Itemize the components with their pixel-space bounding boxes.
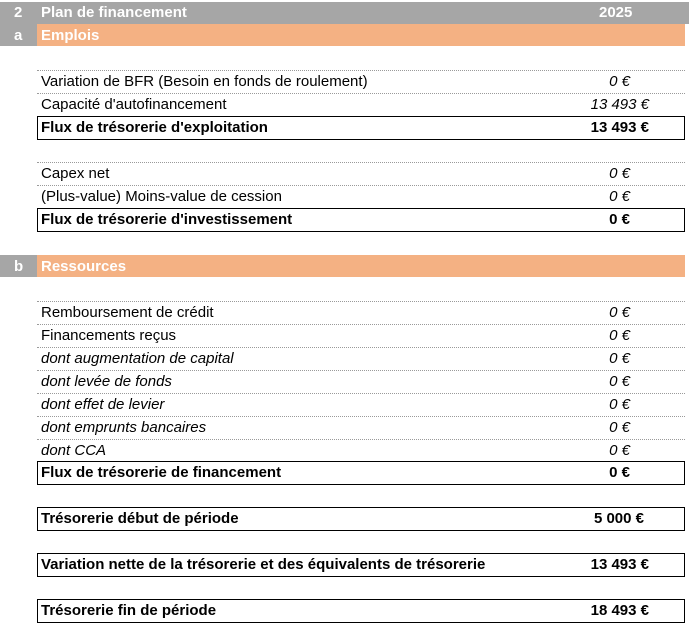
emprunts-label: dont emprunts bancaires: [41, 419, 207, 436]
bfr-value: 0 €: [609, 73, 630, 90]
variation-nette-label: Variation nette de la trésorerie et des équivalents de trésorerie: [41, 556, 486, 573]
remboursement-value: 0 €: [609, 304, 630, 321]
levee-value: 0 €: [609, 373, 630, 390]
row-separator: [37, 301, 685, 302]
section-number: 2: [14, 4, 23, 21]
row-separator: [37, 370, 685, 371]
capital-value: 0 €: [609, 350, 630, 367]
levier-value: 0 €: [609, 396, 630, 413]
caf-label: Capacité d'autofinancement: [41, 96, 227, 113]
ressources-title: Ressources: [41, 258, 127, 275]
tresorerie-debut-label: Trésorerie début de période: [41, 510, 239, 527]
tresorerie-fin-label: Trésorerie fin de période: [41, 602, 217, 619]
flux-exploitation-label: Flux de trésorerie d'exploitation: [41, 119, 268, 136]
flux-financement-label: Flux de trésorerie de financement: [41, 464, 282, 481]
emprunts-value: 0 €: [609, 419, 630, 436]
tresorerie-debut-value: 5 000 €: [593, 510, 644, 527]
row-separator: [37, 324, 685, 325]
capex-value: 0 €: [609, 165, 630, 182]
row-separator: [37, 347, 685, 348]
capital-label: dont augmentation de capital: [41, 350, 234, 367]
emplois-letter: a: [14, 27, 23, 44]
emplois-title: Emplois: [41, 27, 100, 44]
ressources-section-bar: [37, 255, 685, 277]
row-separator: [37, 162, 685, 163]
flux-financement-value: 0 €: [609, 464, 630, 481]
tresorerie-fin-value: 18 493 €: [590, 602, 649, 619]
cca-value: 0 €: [609, 442, 630, 459]
flux-exploitation-value: 13 493 €: [590, 119, 649, 136]
emplois-section-bar: [37, 24, 685, 46]
flux-investissement-label: Flux de trésorerie d'investissement: [41, 211, 293, 228]
row-separator: [37, 93, 685, 94]
plus-value-label: (Plus-value) Moins-value de cession: [41, 188, 282, 205]
remboursement-label: Remboursement de crédit: [41, 304, 214, 321]
table-title: Plan de financement: [41, 4, 187, 21]
row-separator: [37, 393, 685, 394]
row-separator: [37, 439, 685, 440]
levee-label: dont levée de fonds: [41, 373, 172, 390]
plus-value-value: 0 €: [609, 188, 630, 205]
levier-label: dont effet de levier: [41, 396, 165, 413]
capex-label: Capex net: [41, 165, 110, 182]
financements-label: Financements reçus: [41, 327, 177, 344]
financements-value: 0 €: [609, 327, 630, 344]
row-separator: [37, 185, 685, 186]
row-separator: [37, 70, 685, 71]
flux-investissement-value: 0 €: [609, 211, 630, 228]
cca-label: dont CCA: [41, 442, 107, 459]
ressources-letter: b: [14, 258, 24, 275]
year-header: 2025: [599, 4, 633, 21]
variation-nette-value: 13 493 €: [590, 556, 649, 573]
caf-value: 13 493 €: [590, 96, 649, 113]
row-separator: [37, 416, 685, 417]
bfr-label: Variation de BFR (Besoin en fonds de roulement): [41, 73, 368, 90]
